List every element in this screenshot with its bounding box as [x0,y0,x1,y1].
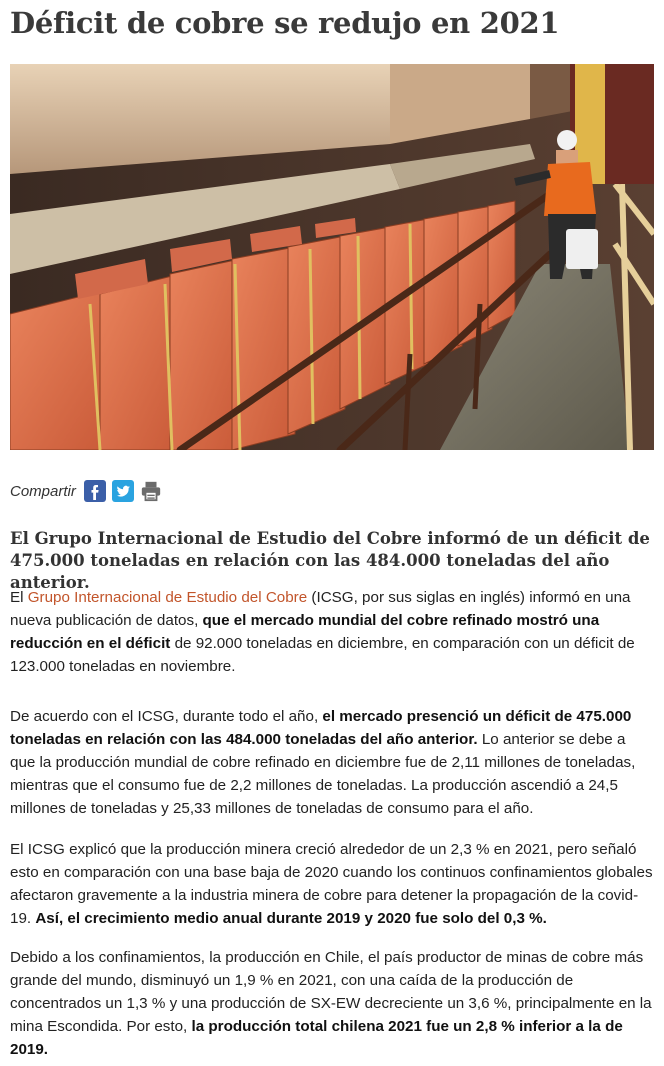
article-lead: El Grupo Internacional de Estudio del Cobre informó de un déficit de 475.000 toneladas en relación con las 484.000 toneladas del año anterior. [10,529,650,592]
text-run: Lo anterior se debe a que la producción mundial de cobre refinado en diciembre fue de 2,11 millones de toneladas, mientras que el consumo fue de 2,2 millones de toneladas. La producción ascendió a 24,5 millones de toneladas y 25,33 millones de toneladas de consumo para el año. [10,731,636,817]
page-title: Déficit de cobre se redujo en 2021 [10,6,560,40]
print-icon[interactable] [140,480,162,502]
text-run: El [10,589,28,606]
bold-run: que el mercado mundial del cobre refinado mostró una reducción en el déficit [10,612,600,652]
paragraph-3 [10,838,654,930]
paragraph-1 [10,586,654,678]
twitter-icon[interactable] [112,480,134,502]
share-label: Compartir [10,482,76,500]
paragraph-4 [10,946,654,1061]
icsg-link[interactable]: Grupo Internacional de Estudio del Cobre [27,589,308,606]
bold-run: Así, el crecimiento medio anual durante 2019 y 2020 fue solo del 0,3 %. [35,910,547,927]
text-run: (ICSG, por sus siglas en inglés) informó en una nueva publicación de datos, [10,589,631,629]
text-run: El ICSG explicó que la producción minera creció alrededor de un 2,3 % en 2021, pero señaló esto en comparación con una base baja de 2020 cuando los continuos confinamientos globales afectaron gravemente a la industria minera de cobre para detener la propagación de la covid-19. [10,841,653,927]
bold-run: la producción total chilena 2021 fue un 2,8 % inferior a la de 2019. [10,1018,623,1058]
bold-run: el mercado presenció un déficit de 475.000 toneladas en relación con las 484.000 toneladas del año anterior. [10,708,632,748]
text-run: Debido a los confinamientos, la producción en Chile, el país productor de minas de cobre más grande del mundo, disminuyó un 1,9 % en 2021, con una caída de la producción de concentrados un 1,3 % y una producción de SX-EW decreciente un 3,6 %, principalmente en la mina Escondida. Por esto, [10,949,652,1035]
share-bar [10,478,162,504]
hero-photo [10,64,654,450]
paragraph-2 [10,705,654,820]
text-run: De acuerdo con el ICSG, durante todo el año, [10,708,323,725]
text-run: de 92.000 toneladas en diciembre, en comparación con un déficit de 123.000 toneladas en noviembre. [10,635,635,675]
facebook-icon[interactable] [84,480,106,502]
